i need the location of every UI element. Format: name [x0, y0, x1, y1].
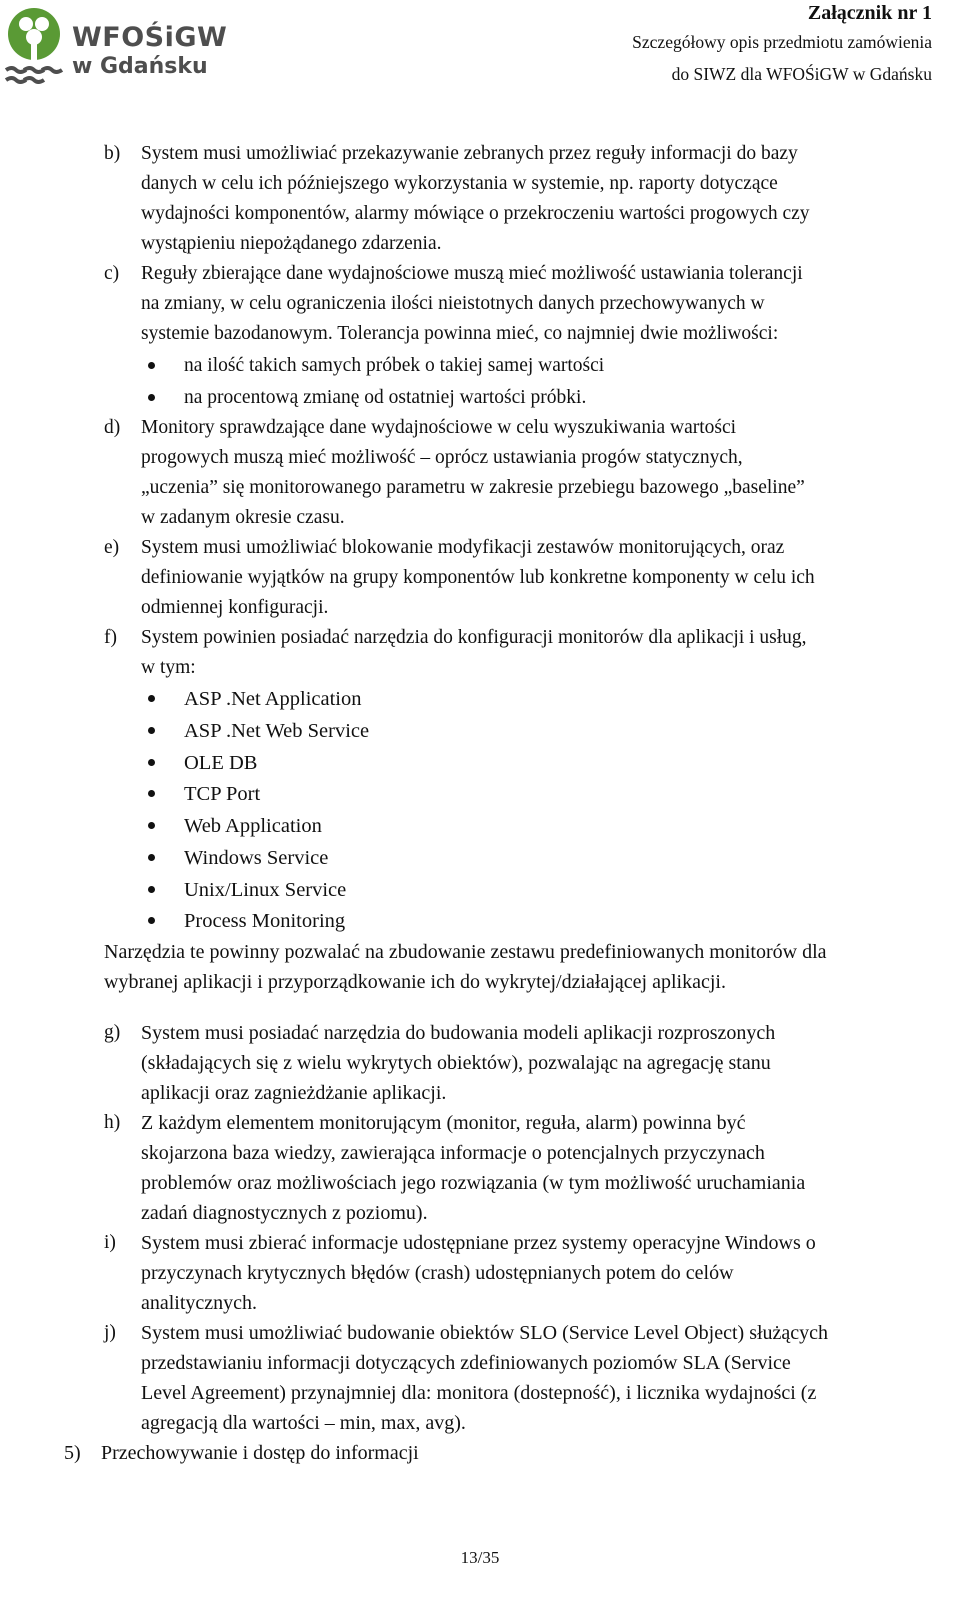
logo-line1: WFOŚiGW — [72, 22, 228, 53]
item-e-label: e) — [104, 537, 120, 558]
item-g-line: aplikacji oraz zagnieżdżanie aplikacji. — [141, 1082, 447, 1104]
bullet-dot — [148, 854, 155, 861]
item-h-line: Z każdym elementem monitorującym (monitor, reguła, alarm) powinna być — [141, 1112, 746, 1134]
item-h-line: skojarzona baza wiedzy, zawierająca informacje o potencjalnych przyczynach — [141, 1142, 765, 1164]
item-j-line: Level Agreement) przynajmniej dla: monitora (dostepność), i licznika wydajności (z — [141, 1382, 817, 1404]
header-subtitle-1: Szczegółowy opis przedmiotu zamówienia — [632, 32, 932, 52]
item-c-line: systemie bazodanowym. Tolerancja powinna mieć, co najmniej dwie możliwości: — [141, 323, 779, 344]
wfosigw-logo — [2, 4, 232, 88]
bullet-dot — [148, 362, 155, 369]
header-right — [632, 0, 932, 92]
item-i-label: i) — [104, 1232, 116, 1253]
item-d-line: w zadanym okresie czasu. — [141, 507, 345, 528]
logo-line2: w Gdańsku — [72, 54, 208, 79]
item-h-line: zadań diagnostycznych z poziomu). — [141, 1202, 428, 1224]
item-f-label: f) — [104, 627, 117, 648]
item-b-line: System musi umożliwiać przekazywanie zebranych przez reguły informacji do bazy — [141, 143, 798, 164]
item-c-bullet: na ilość takich samych próbek o takiej samej wartości — [184, 355, 605, 376]
tools-note-line: Narzędzia te powinny pozwalać na zbudowanie zestawu predefiniowanych monitorów dla — [104, 941, 827, 963]
item-i-line: przyczynach krytycznych błędów (crash) udostępnianych potem do celów — [141, 1262, 734, 1284]
item-j-line: przedstawianiu informacji dotyczących zdefiniowanych poziomów SLA (Service — [141, 1352, 791, 1374]
item-e-line: System musi umożliwiać blokowanie modyfikacji zestawów monitorujących, oraz — [141, 537, 785, 558]
item-j-line: agregacją dla wartości – min, max, avg). — [141, 1412, 466, 1434]
item-c-bullet: na procentową zmianę od ostatniej wartości próbki. — [184, 387, 587, 408]
bullet-dot — [148, 727, 155, 734]
item-d-label: d) — [104, 417, 121, 438]
item-d-line: progowych muszą mieć możliwość – oprócz ustawiania progów statycznych, — [141, 447, 743, 468]
section-5-label: 5) — [64, 1442, 81, 1464]
item-f-line: w tym: — [141, 657, 196, 678]
tools-note-line: wybranej aplikacji i przyporządkowanie ich do wykrytej/działającej aplikacji. — [104, 971, 726, 993]
item-j-line: System musi umożliwiać budowanie obiektów SLO (Service Level Object) służących — [141, 1322, 829, 1344]
item-f-bullet: ASP .Net Web Service — [184, 720, 370, 742]
item-f-line: System powinien posiadać narzędzia do konfiguracji monitorów dla aplikacji i usług, — [141, 627, 807, 648]
tree-logo-icon — [2, 4, 66, 88]
item-h-label: h) — [104, 1112, 121, 1133]
item-e-line: definiowanie wyjątków na grupy komponentów lub konkretne komponenty w celu ich — [141, 567, 815, 588]
item-f-bullet: Unix/Linux Service — [184, 879, 347, 901]
bullet-dot — [148, 759, 155, 766]
item-c-line: Reguły zbierające dane wydajnościowe muszą mieć możliwość ustawiania tolerancji — [141, 263, 803, 284]
attachment-title: Załącznik nr 1 — [807, 2, 932, 24]
item-f-bullet: Process Monitoring — [184, 910, 346, 932]
item-b-label: b) — [104, 143, 121, 164]
item-i-line: System musi zbierać informacje udostępniane przez systemy operacyjne Windows o — [141, 1232, 816, 1254]
item-i-line: analitycznych. — [141, 1292, 258, 1314]
page-number: 13/35 — [460, 1548, 500, 1567]
item-b-line: wydajności komponentów, alarmy mówiące o przekroczeniu wartości progowych czy — [141, 203, 810, 224]
item-f-bullet: OLE DB — [184, 752, 258, 774]
item-b-line: danych w celu ich późniejszego wykorzystania w systemie, np. raporty dotyczące — [141, 173, 778, 194]
section-5-title: Przechowywanie i dostęp do informacji — [101, 1442, 419, 1464]
item-f-bullet: Windows Service — [184, 847, 329, 869]
item-h-line: problemów oraz możliwościach jego rozwiązania (w tym możliwość uruchamiania — [141, 1172, 806, 1194]
item-d-line: Monitory sprawdzające dane wydajnościowe w celu wyszukiwania wartości — [141, 417, 737, 438]
bullet-dot — [148, 822, 155, 829]
bullet-dot — [148, 695, 155, 702]
bullet-dot — [148, 917, 155, 924]
bullet-dot — [148, 394, 155, 401]
item-d-line: „uczenia” się monitorowanego parametru w zakresie przebiegu bazowego „baseline” — [141, 477, 805, 498]
item-f-bullet: Web Application — [184, 815, 322, 837]
item-c-line: na zmiany, w celu ograniczenia ilości nieistotnych danych przechowywanych w — [141, 293, 765, 314]
item-f-bullet: TCP Port — [184, 783, 261, 805]
item-g-line: (składających się z wielu wykrytych obiektów), pozwalając na agregację stanu — [141, 1052, 771, 1074]
item-f-bullet: ASP .Net Application — [184, 688, 362, 710]
item-b-line: wystąpieniu niepożądanego zdarzenia. — [141, 233, 442, 254]
item-j-label: j) — [104, 1322, 116, 1343]
bullet-dot — [148, 886, 155, 893]
item-e-line: odmiennej konfiguracji. — [141, 597, 329, 618]
item-g-line: System musi posiadać narzędzia do budowania modeli aplikacji rozproszonych — [141, 1022, 776, 1044]
bullet-dot — [148, 790, 155, 797]
item-g-label: g) — [104, 1022, 121, 1043]
item-c-label: c) — [104, 263, 120, 284]
header-subtitle-2: do SIWZ dla WFOŚiGW w Gdańsku — [671, 64, 932, 84]
